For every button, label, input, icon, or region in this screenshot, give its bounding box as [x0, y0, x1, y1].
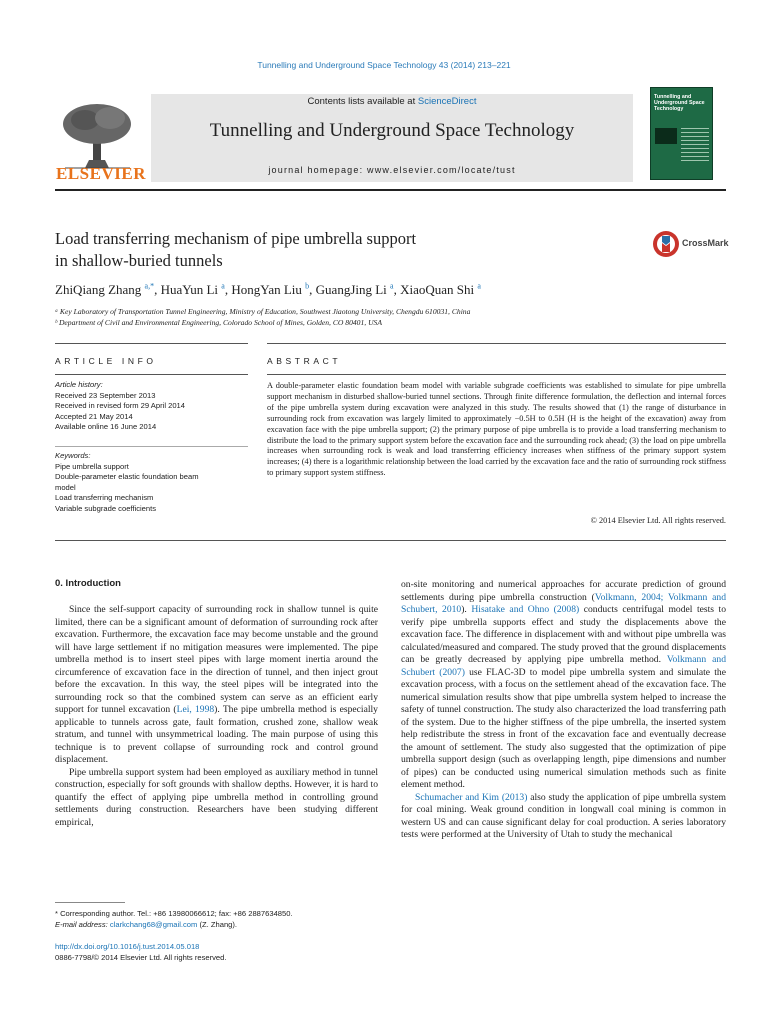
- body-left-column: [55, 604, 378, 829]
- abstract-copyright: © 2014 Elsevier Ltd. All rights reserved.: [590, 516, 726, 525]
- journal-title: Tunnelling and Underground Space Technology: [209, 120, 575, 141]
- section-heading-introduction: 0. Introduction: [55, 578, 121, 589]
- abstract-text: A double-parameter elastic foundation beam model with variable subgrade coefficients was established to simulate for pipe umbrella support mechanism in disturbed shallow-buried tunnel sections. Through finite difference formulation, the deflection and internal forces of the pipe umbrella system during excavation were analyzed in this study. The results showed that (1) the range of disturbance in surrounding rock from excavation was largely limited to approximately −0.5H to 0.5H (H is the height of the excavation) away from excavation face with the pipe umbrella support; (2) the primary purpose of pipe umbrella is to provide a load transferring mechanism to distribute the load to the primary support system before the excavation face and the surrounding rock ahead; (3) the load on pipe umbrella increases when surrounding rock is weak and load transferring efficiency increases when stiffness of the primary support system increases; (4) there is a logarithmic relationship between the load carried by the excavation face and the ratio of surrounding rock stiffness to primary support system stiffness.: [267, 381, 727, 478]
- author: [400, 282, 481, 297]
- abstract-heading: ABSTRACT: [267, 356, 342, 366]
- body-right-column: [401, 579, 726, 842]
- cover-contents-lines: [681, 128, 709, 162]
- author: [316, 282, 400, 297]
- keyword: model: [55, 482, 76, 492]
- author-name: ZhiQiang Zhang: [55, 282, 142, 298]
- front-matter-bottom-rule: [55, 540, 726, 541]
- footnote: [55, 908, 385, 930]
- author-name: GuangJing Li: [315, 282, 387, 298]
- article-info-top-rule: [55, 343, 248, 344]
- author: [55, 282, 161, 297]
- cover-image: [655, 128, 677, 144]
- article-history: [55, 380, 245, 433]
- journal-cover-thumbnail[interactable]: [650, 87, 713, 180]
- keyword: Pipe umbrella support: [55, 461, 129, 471]
- crossmark-icon: [652, 230, 680, 258]
- cover-title: Tunnelling and Underground Space Technology: [654, 94, 705, 112]
- keyword: Double-parameter elastic foundation beam: [55, 472, 199, 482]
- affiliation-a: ᵃ Key Laboratory of Transportation Tunnel Engineering, Ministry of Education, Southwest Jiaotong University, Chengdu 610031, China: [55, 307, 471, 316]
- author-affil-marker[interactable]: a: [477, 282, 481, 291]
- paragraph: Pipe umbrella support system had been employed as auxiliary method in tunnel construction, especially for soft grounds with shallow depths. However, it is hard to quantify the effect of applying pipe umbrella method in controlling ground settlements during construction. Researchers have been studying different empirical,: [55, 766, 378, 828]
- reference-link[interactable]: Volkmann, 2004; Volkmann and Schubert, 2010: [401, 591, 726, 615]
- reference-link[interactable]: Lei, 1998: [176, 704, 215, 715]
- article-title: [55, 228, 575, 272]
- author-list: [55, 282, 655, 298]
- article-info-mid-rule: [55, 374, 248, 375]
- corresponding-author-note: * Corresponding author. Tel.: +86 13980066612; fax: +86 2887634850.: [55, 909, 293, 918]
- history-label: Article history:: [55, 380, 103, 389]
- doi-link[interactable]: http://dx.doi.org/10.1016/j.tust.2014.05.018: [55, 942, 200, 951]
- author-name: HongYan Liu: [231, 282, 302, 298]
- keywords: [55, 451, 245, 515]
- abstract-top-rule: [267, 343, 726, 344]
- author-separator: ,: [393, 282, 401, 298]
- publisher-logo-text: ELSEVIER: [56, 164, 146, 183]
- author: [231, 282, 315, 297]
- journal-homepage[interactable]: journal homepage: www.elsevier.com/locate/tust: [268, 165, 516, 175]
- crossmark-label: CrossMark: [682, 238, 729, 248]
- author-name: HuaYun Li: [160, 282, 219, 298]
- text-run: ). The pipe umbrella method is especially applicable to tunnels across gate, fault formation, crushed zone, shallow weak stratum, and tunnel with unsymmetrical loading. The main purpose of using this technique is to prevent collapse of surrounding rock and control ground displacement.: [55, 704, 378, 765]
- email-suffix: (Z. Zhang).: [197, 920, 238, 929]
- text-run: Since the self-support capacity of surrounding rock in shallow tunnel is quite limited, there can be a significant amount of deformation of surrounding rock after excavation. Furthermore, the excavation face may become unstable and the ground will have large settlement if no mitigation measures were implemented. The pipe umbrella method is to insert steel pipes with large moment inertia around the circumference of excavation face in the direction of tunnel, and then inject grout before the excavation. In this way, the steel pipes will be integrated into the surrounding rock so that the combined system can serve as an efficient early support for tunnel excavation (: [55, 604, 378, 715]
- abstract-mid-rule: [267, 374, 726, 375]
- sciencedirect-link[interactable]: ScienceDirect: [417, 96, 477, 107]
- page-footer: [55, 941, 385, 963]
- author-affil-marker[interactable]: a: [390, 282, 394, 291]
- footnote-rule: [55, 902, 125, 903]
- email-label: E-mail address:: [55, 920, 110, 929]
- author-separator: ,: [224, 282, 232, 298]
- history-received: Received 23 September 2013: [55, 390, 156, 400]
- text-run: also study the application of pipe umbrella system for coal mining. Weak ground condition in longwall coal mining is common in western US and can cause significant delay for coal production. A series laboratory tests were performed at the University of Utah to study the mechanical: [401, 791, 726, 840]
- author-separator: ,: [309, 282, 316, 298]
- reference-link[interactable]: Volkmann and Schubert (2007): [401, 654, 727, 678]
- history-online: Available online 16 June 2014: [55, 422, 157, 432]
- keywords-label: Keywords:: [55, 451, 91, 460]
- paragraph: [401, 792, 726, 842]
- author-separator: ,: [154, 282, 161, 298]
- article-info-heading: ARTICLE INFO: [55, 356, 157, 366]
- crossmark-badge[interactable]: [652, 230, 742, 260]
- text-run: ).: [461, 604, 472, 615]
- paragraph: [401, 579, 726, 792]
- issn-copyright: 0886-7798/© 2014 Elsevier Ltd. All rights reserved.: [55, 953, 227, 962]
- text-run: conducts centrifugal model tests to verify pipe umbrella supports effect and study the displacements above the excavation face. The difference in displacement with and without pipe umbrella was calculated/measured and compared. The study proved that the ground displacements can be greatly decreased by applying pipe umbrella method.: [401, 604, 726, 665]
- email-link[interactable]: clarkchang68@gmail.com: [109, 920, 198, 929]
- title-line-1: Load transferring mechanism of pipe umbrella support: [55, 229, 417, 248]
- text-run: use FLAC-3D to model pipe umbrella system and simulate the excavation process, with a focus on the settlement ahead of the excavation face. The numerical simulation results show that pipe umbrella system helped to increase the safety of tunnel construction. The study also characterized the load transferring path of the system. Due to the higher stiffness of the pipe umbrella, the inserted system help redistribute the stress in front of the excavation face and eventually decrease the amount of settlement. The study also suggested that the optimization of pipe umbrella support design (such as overlapping length, pipe dimensions and number of pipes) can be conducted using numerical simulation methods such as finite element method.: [401, 666, 726, 790]
- author-affil-marker[interactable]: b: [305, 282, 310, 291]
- title-line-2: in shallow-buried tunnels: [55, 251, 223, 270]
- reference-link[interactable]: Schumacher and Kim (2013): [415, 791, 528, 803]
- keyword: Load transferring mechanism: [55, 493, 154, 503]
- contents-line: [151, 96, 633, 107]
- history-accepted: Accepted 21 May 2014: [55, 411, 133, 421]
- author-name: XiaoQuan Shi: [400, 282, 475, 298]
- paragraph: [55, 604, 378, 767]
- author-affil-marker[interactable]: a,*: [144, 282, 155, 291]
- text-run: on-site monitoring and numerical approaches for accurate prediction of ground settlements during pipe umbrella construction (: [401, 579, 726, 603]
- journal-citation[interactable]: Tunnelling and Underground Space Technology 43 (2014) 213–221: [257, 60, 511, 70]
- keyword: Variable subgrade coefficients: [55, 503, 157, 513]
- email-line: [55, 919, 385, 930]
- keywords-rule: [55, 446, 248, 447]
- affiliation-b: ᵇ Department of Civil and Environmental Engineering, Colorado School of Mines, Golden, CO 80401, USA: [55, 318, 382, 327]
- reference-link[interactable]: Hisatake and Ohno (2008): [471, 604, 580, 615]
- history-revised: Received in revised form 29 April 2014: [55, 401, 186, 411]
- header-rule: [55, 189, 726, 191]
- author: [161, 282, 232, 297]
- contents-prefix: Contents lists available at: [307, 96, 418, 107]
- author-affil-marker[interactable]: a: [221, 282, 225, 291]
